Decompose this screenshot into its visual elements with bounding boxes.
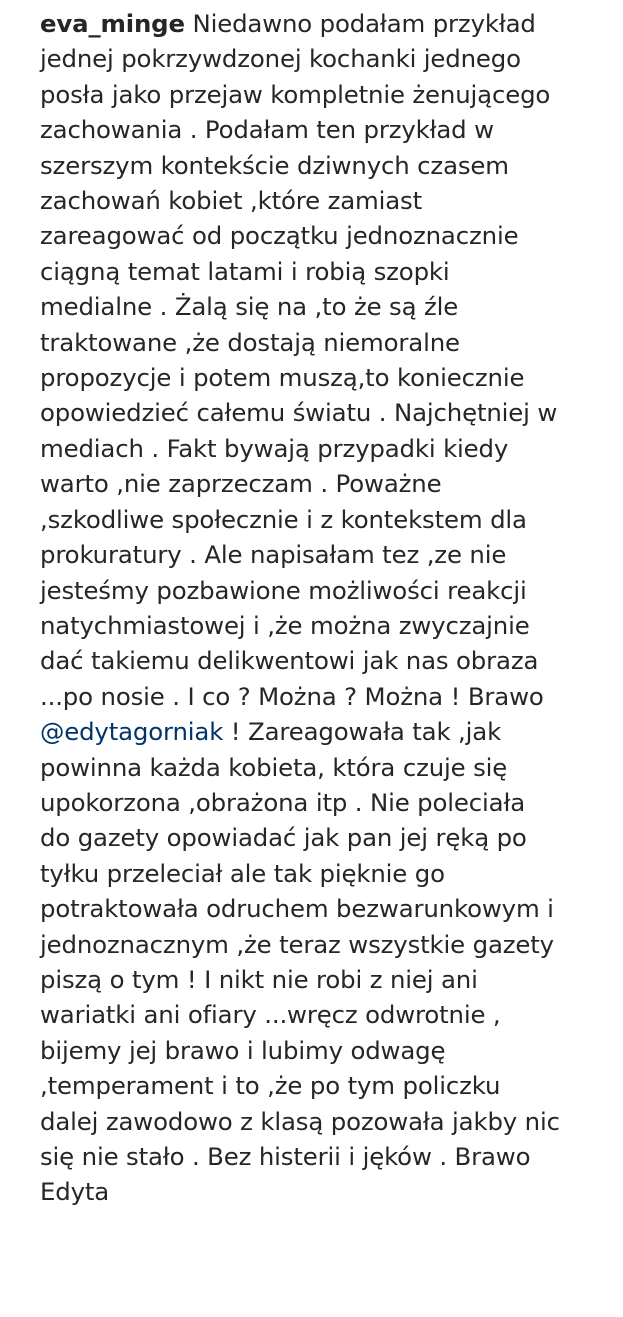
comment-line: zareagować od początku jednoznacznie	[40, 221, 519, 251]
comment-line: potraktowała odruchem bezwarunkowym i	[40, 894, 554, 924]
comment-line: warto ,nie zaprzeczam . Poważne	[40, 469, 442, 499]
comment-line: dać takiemu delikwentowi jak nas obraza	[40, 646, 539, 676]
comment-line: jednej pokrzywdzonej kochanki jednego	[40, 44, 521, 74]
comment-line: mediach . Fakt bywają przypadki kiedy	[40, 433, 509, 463]
comment-line: jesteśmy pozbawione możliwości reakcji	[40, 575, 527, 605]
comment-line: bijemy jej brawo i lubimy odwagę	[40, 1035, 446, 1065]
comment-line: zachowań kobiet ,które zamiast	[40, 186, 423, 216]
comment-line: jednoznacznym ,że teraz wszystkie gazety	[40, 929, 554, 959]
comment-line: wariatki ani ofiary ...wręcz odwrotnie ,	[40, 1000, 501, 1030]
comment-line: do gazety opowiadać jak pan jej ręką po	[40, 823, 527, 853]
comment-mention-line	[40, 714, 610, 749]
comment-line: traktowane ,że dostają niemoralne	[40, 327, 460, 357]
comment-line: ,szkodliwe społecznie i z kontekstem dla	[40, 504, 527, 534]
mention-link[interactable]: @edytagorniak	[40, 717, 224, 747]
comment-line: prokuratury . Ale napisałam tez ,ze nie	[40, 540, 507, 570]
comment-line-text: Niedawno podałam przykład	[184, 9, 536, 38]
comment-line: się nie stało . Bez histerii i jęków . Brawo	[40, 1142, 531, 1171]
comment-line: tyłku przeleciał ale tak pięknie go	[40, 858, 445, 888]
comment-line: powinna każda kobieta, która czuje się	[40, 752, 508, 782]
username-link[interactable]: eva_minge	[40, 9, 185, 38]
comment-line: ...po nosie . I co ? Można ? Można ! Brawo	[40, 681, 544, 711]
comment-line: upokorzona ,obrażona itp . Nie poleciała	[40, 787, 526, 817]
comment-line: natychmiastowej i ,że można zwyczajnie	[40, 610, 530, 640]
comment-line: medialne . Żalą się na ,to że są źle	[40, 292, 459, 322]
comment-first-line	[40, 6, 610, 41]
comment-line: Edyta	[40, 1177, 110, 1207]
comment-line: dalej zawodowo z klasą pozowała jakby nic	[40, 1106, 560, 1136]
comment-line: posła jako przejaw kompletnie żenującego	[40, 79, 551, 109]
comment-text	[40, 6, 610, 1210]
comment-line: szerszym kontekście dziwnych czasem	[40, 150, 509, 180]
comment-line: zachowania . Podałam ten przykład w	[40, 115, 494, 145]
comment-line: ciągną temat latami i robią szopki	[40, 256, 450, 286]
comment-line: propozycje i potem muszą,to koniecznie	[40, 363, 525, 393]
comment-line: ,temperament i to ,że po tym policzku	[40, 1071, 501, 1101]
comment-line: piszą o tym ! I nikt nie robi z niej ani	[40, 964, 478, 994]
comment-line: opowiedzieć całemu światu . Najchętniej w	[40, 398, 558, 428]
comment-line-text: ! Zareagowała tak ,jak	[223, 717, 502, 747]
